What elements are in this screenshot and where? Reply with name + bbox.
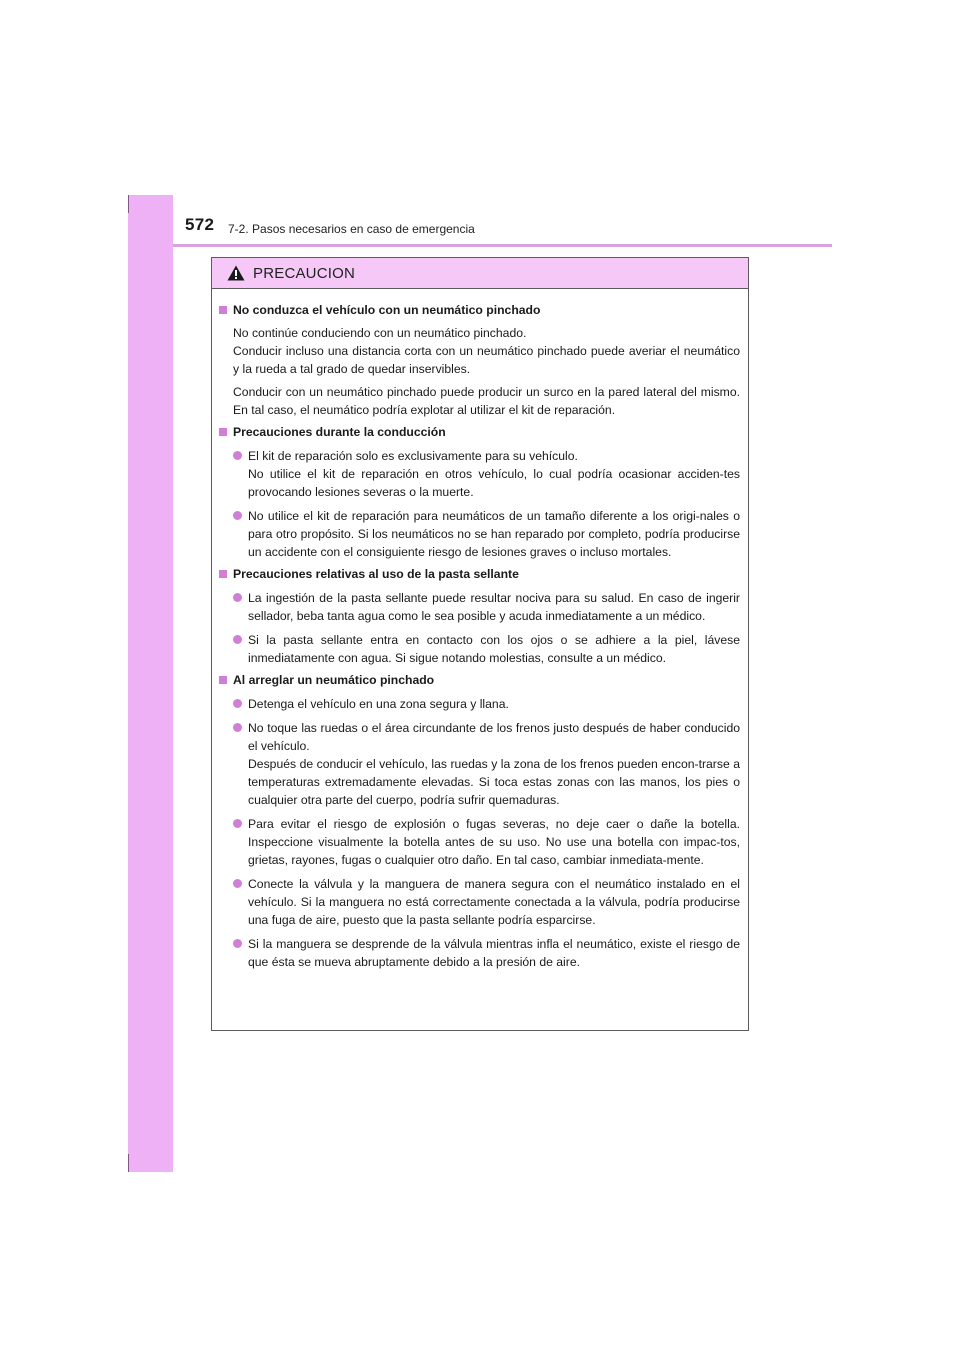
caution-title: PRECAUCION — [253, 264, 356, 282]
warning-triangle-icon — [227, 265, 245, 281]
section-heading-text: Precauciones durante la conducción — [233, 425, 446, 439]
bullet-item — [219, 815, 740, 869]
text-line: Para evitar el riesgo de explosión o fugas severas, no deje caer o dañe la botella. Inspeccione visualmente la botella antes de su uso. No use una botella con impac-tos, grietas, rayones, fugas o cualquier otro daño. En tal caso, cambiar inmediata-mente. — [248, 817, 740, 867]
round-bullet-icon — [233, 511, 242, 520]
caution-header — [212, 258, 748, 289]
section-heading — [219, 301, 740, 319]
caution-box — [211, 257, 749, 1031]
text-line: Después de conducir el vehículo, las ruedas y la zona de los frenos pueden encon-trarse a temperaturas extremadamente elevadas. Si toca estas zonas con las manos, los pies o cualquier otra parte del cuerpo, podría sufrir quemaduras. — [248, 757, 740, 807]
section-heading-text: Precauciones relativas al uso de la pasta sellante — [233, 567, 519, 581]
bullet-item — [219, 875, 740, 929]
paragraph — [219, 383, 740, 419]
bullet-text — [248, 631, 740, 667]
header-rule — [173, 244, 832, 247]
text-line: El kit de reparación solo es exclusivamente para su vehículo. — [248, 449, 578, 463]
round-bullet-icon — [233, 451, 242, 460]
bullet-item — [219, 719, 740, 809]
square-bullet-icon — [219, 570, 227, 578]
square-bullet-icon — [219, 676, 227, 684]
text-line: No utilice el kit de reparación en otros vehículo, lo cual podría ocasionar acciden-tes provocando lesiones severas o la muerte. — [248, 467, 740, 499]
side-tab-band — [128, 195, 173, 1172]
round-bullet-icon — [233, 635, 242, 644]
round-bullet-icon — [233, 699, 242, 708]
paragraph — [219, 324, 740, 378]
bullet-item — [219, 631, 740, 667]
bullet-item — [219, 447, 740, 501]
text-line: Conecte la válvula y la manguera de manera segura con el neumático instalado en el vehículo. Si la manguera no está correctamente conectada a la válvula, podría producirse una fuga de aire, puesto que la pasta sellante podría esparcirse. — [248, 877, 740, 927]
section-heading-text: No conduzca el vehículo con un neumático pinchado — [233, 303, 541, 317]
section-heading — [219, 423, 740, 441]
section-title: 7-2. Pasos necesarios en caso de emergencia — [228, 222, 475, 236]
bullet-item — [219, 935, 740, 971]
round-bullet-icon — [233, 593, 242, 602]
text-line: Detenga el vehículo en una zona segura y llana. — [248, 697, 509, 711]
bullet-text — [248, 507, 740, 561]
text-line: La ingestión de la pasta sellante puede resultar nociva para su salud. En caso de ingerir sellador, beba tanta agua como le sea posible y acuda inmediatamente a un médico. — [248, 591, 740, 623]
caution-body — [212, 289, 748, 971]
round-bullet-icon — [233, 939, 242, 948]
bullet-text — [248, 719, 740, 809]
bullet-text — [248, 935, 740, 971]
bullet-text — [248, 589, 740, 625]
page-number: 572 — [185, 215, 215, 234]
square-bullet-icon — [219, 428, 227, 436]
round-bullet-icon — [233, 879, 242, 888]
text-line: Conducir con un neumático pinchado puede producir un surco en la pared lateral del mismo. En tal caso, el neumático podría explotar al utilizar el kit de reparación. — [233, 385, 740, 417]
bullet-item — [219, 695, 740, 713]
bullet-text — [248, 815, 740, 869]
text-line: No toque las ruedas o el área circundante de los frenos justo después de haber conducido el vehículo. — [248, 721, 740, 753]
bullet-item — [219, 507, 740, 561]
section-heading — [219, 565, 740, 583]
band-edge-mark — [128, 195, 129, 213]
text-line: Si la manguera se desprende de la válvula mientras infla el neumático, existe el riesgo de que ésta se mueva abruptamente debido a la presión de aire. — [248, 937, 740, 969]
band-edge-mark — [128, 1154, 129, 1172]
text-line: Si la pasta sellante entra en contacto con los ojos o se adhiere a la piel, lávese inmediatamente con agua. Si sigue notando molestias, consulte a un médico. — [248, 633, 740, 665]
text-line: Conducir incluso una distancia corta con un neumático pinchado puede averiar el neumático y la rueda a tal grado de quedar inservibles. — [233, 344, 740, 376]
round-bullet-icon — [233, 723, 242, 732]
bullet-text — [248, 447, 740, 501]
section-heading — [219, 671, 740, 689]
bullet-text — [248, 875, 740, 929]
square-bullet-icon — [219, 306, 227, 314]
text-line: No utilice el kit de reparación para neumáticos de un tamaño diferente a los origi-nales o para otro propósito. Si los neumáticos no se han reparado por completo, podría producirse un accidente con el consiguiente riesgo de lesiones graves o incluso mortales. — [248, 509, 740, 559]
bullet-text — [248, 695, 740, 713]
round-bullet-icon — [233, 819, 242, 828]
section-heading-text: Al arreglar un neumático pinchado — [233, 673, 435, 687]
bullet-item — [219, 589, 740, 625]
text-line: No continúe conduciendo con un neumático pinchado. — [233, 326, 527, 340]
